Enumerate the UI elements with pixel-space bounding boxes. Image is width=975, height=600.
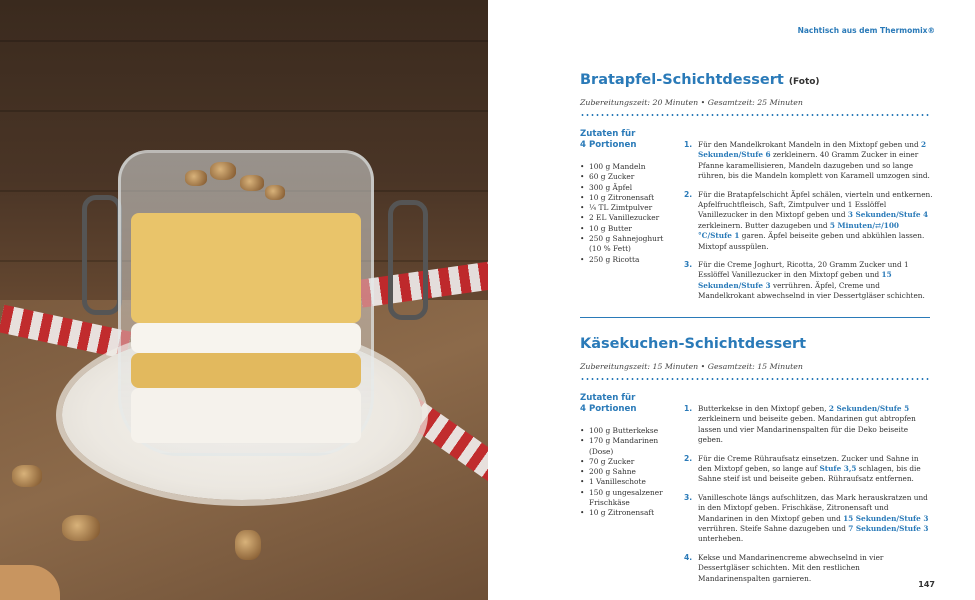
ingredient-item: • 10 g Butter xyxy=(580,224,680,234)
ingredient-item: • 70 g Zucker xyxy=(580,457,680,467)
step-text: unterheben. xyxy=(698,534,744,544)
step-setting: 2 Sekunden/Stufe 5 xyxy=(828,404,910,413)
step-text: zerkleinern. Butter dazugeben und xyxy=(698,220,830,230)
recipe-step xyxy=(684,493,934,545)
dotted-divider xyxy=(580,378,930,380)
recipe-step xyxy=(684,190,934,252)
step-text: zerkleinern. 40 Gramm Zucker in einer Pfanne karamellisieren, Mandeln dazugeben und so lange rühren, bis die Mandeln komplett von Karamell umzogen sind. xyxy=(698,150,930,181)
recipe-page xyxy=(488,0,975,600)
step-number: 4. xyxy=(684,552,693,562)
recipe-title xyxy=(580,336,806,352)
ingredient-item: (10 % Fett) xyxy=(589,244,631,254)
step-list xyxy=(684,404,934,592)
ingredient-item: • 100 g Butterkekse xyxy=(580,426,680,436)
step-setting: 3 Sekunden/Stufe 4 xyxy=(847,210,929,220)
ingredient-item: • 200 g Sahne xyxy=(580,467,680,477)
step-setting: 15 Sekunden/Stufe 3 xyxy=(843,513,929,523)
ingredient-item: • 2 EL Vanillezucker xyxy=(580,213,680,223)
page-number: 147 xyxy=(918,580,935,589)
dotted-divider xyxy=(580,114,930,116)
ingredient-item: • 60 g Zucker xyxy=(580,172,680,182)
step-text: Für die Creme Joghurt, Ricotta, 20 Gramm Zucker und 1 Esslöffel Vanillezucker in den Mixtopf geben und xyxy=(698,260,909,280)
ingredient-list xyxy=(580,426,680,519)
ingredient-item: • 150 g ungesalzener xyxy=(580,488,680,498)
step-number: 3. xyxy=(684,492,693,502)
ingredient-item: (Dose) xyxy=(589,446,614,456)
step-text: Für die Creme Rühraufsatz einsetzen. Zucker und Sahne in den Mixtopf geben, so lange auf xyxy=(698,453,919,474)
step-setting: Stufe 3,5 xyxy=(819,464,857,474)
ingredient-item: • 300 g Äpfel xyxy=(580,183,680,193)
running-head: Nachtisch aus dem Thermomix® xyxy=(797,26,935,35)
step-text: Kekse und Mandarinencreme abwechselnd in vier Dessertgläser schichten. Mit den restlichen Mandarinenspalten garnieren. xyxy=(698,552,884,583)
ingredient-item: • 170 g Mandarinen xyxy=(580,436,680,446)
ingredient-item: Frischkäse xyxy=(589,498,630,508)
ingredient-item: • 250 g Sahnejoghurt xyxy=(580,234,680,244)
ingredient-item: • 1 Vanilleschote xyxy=(580,477,680,487)
recipe-times: Zubereitungszeit: 20 Minuten • Gesamtzeit: 25 Minuten xyxy=(580,98,803,107)
ingredient-list xyxy=(580,162,680,265)
step-text: garen. Äpfel beiseite geben und abkühlen lassen. Mixtopf ausspülen. xyxy=(698,231,925,251)
step-text: zerkleinern und beiseite geben. Mandarinen gut abtropfen lassen und vier Mandarinenspalten für die Deko beiseite geben. xyxy=(698,414,916,445)
recipe-title-text: Bratapfel-Schichtdessert xyxy=(580,72,784,88)
step-number: 2. xyxy=(684,453,693,463)
step-text: Vanilleschote längs aufschlitzen, das Mark herauskratzen und in den Mixtopf geben. Frischkäse, Zitronensaft und Mandarinen in den Mixtopf geben und xyxy=(698,492,928,523)
step-number: 3. xyxy=(684,260,693,270)
step-number: 1. xyxy=(684,404,693,413)
section-rule xyxy=(580,317,930,318)
recipe-step xyxy=(684,260,934,302)
step-list xyxy=(684,140,934,310)
step-setting: 2 Sekunden/Stufe 6 xyxy=(698,140,927,160)
recipe-step xyxy=(684,454,934,485)
ingredient-item: • 250 g Ricotta xyxy=(580,255,680,265)
step-setting: 5 Minuten/⇄/100 °C/Stufe 1 xyxy=(698,220,899,241)
step-setting: 15 Sekunden/Stufe 3 xyxy=(698,270,892,290)
step-text: verrühren. Steife Sahne dazugeben und xyxy=(698,524,849,534)
recipe-step xyxy=(684,553,934,584)
ingredients-heading: Zutaten für 4 Portionen xyxy=(580,129,637,150)
recipe-step xyxy=(684,140,934,182)
step-text: Butterkekse in den Mixtopf geben, xyxy=(698,404,829,413)
step-text: verrühren. Äpfel, Creme und Mandelkrokant abwechselnd in vier Dessertgläser schichten. xyxy=(698,280,925,301)
step-number: 2. xyxy=(684,189,693,199)
recipe-times: Zubereitungszeit: 15 Minuten • Gesamtzeit: 15 Minuten xyxy=(580,362,803,371)
step-number: 1. xyxy=(684,140,693,149)
photo-note: (Foto) xyxy=(788,77,820,87)
step-text: Für den Mandelkrokant Mandeln in den Mixtopf geben und xyxy=(698,140,921,149)
ingredient-item: • ¼ TL Zimtpulver xyxy=(580,203,680,213)
recipe-title-text: Käsekuchen-Schichtdessert xyxy=(580,336,807,352)
recipe-step xyxy=(684,404,934,446)
recipe-title xyxy=(580,72,820,88)
ingredient-item: • 10 g Zitronensaft xyxy=(580,508,680,518)
step-setting: 7 Sekunden/Stufe 3 xyxy=(848,524,929,534)
ingredients-heading: Zutaten für 4 Portionen xyxy=(580,393,637,414)
step-text: schlagen, bis die Sahne steif ist und beiseite geben. Rühraufsatz entfernen. xyxy=(698,464,921,484)
ingredient-item: • 10 g Zitronensaft xyxy=(580,193,680,203)
ingredient-item: • 100 g Mandeln xyxy=(580,162,680,172)
step-text: Für die Bratapfelschicht Äpfel schälen, vierteln und entkernen. Apfelfruchtfleisch, Saft, Zimtpulver und 1 Esslöffel Vanillezucker in den Mixtopf geben und xyxy=(698,189,933,220)
